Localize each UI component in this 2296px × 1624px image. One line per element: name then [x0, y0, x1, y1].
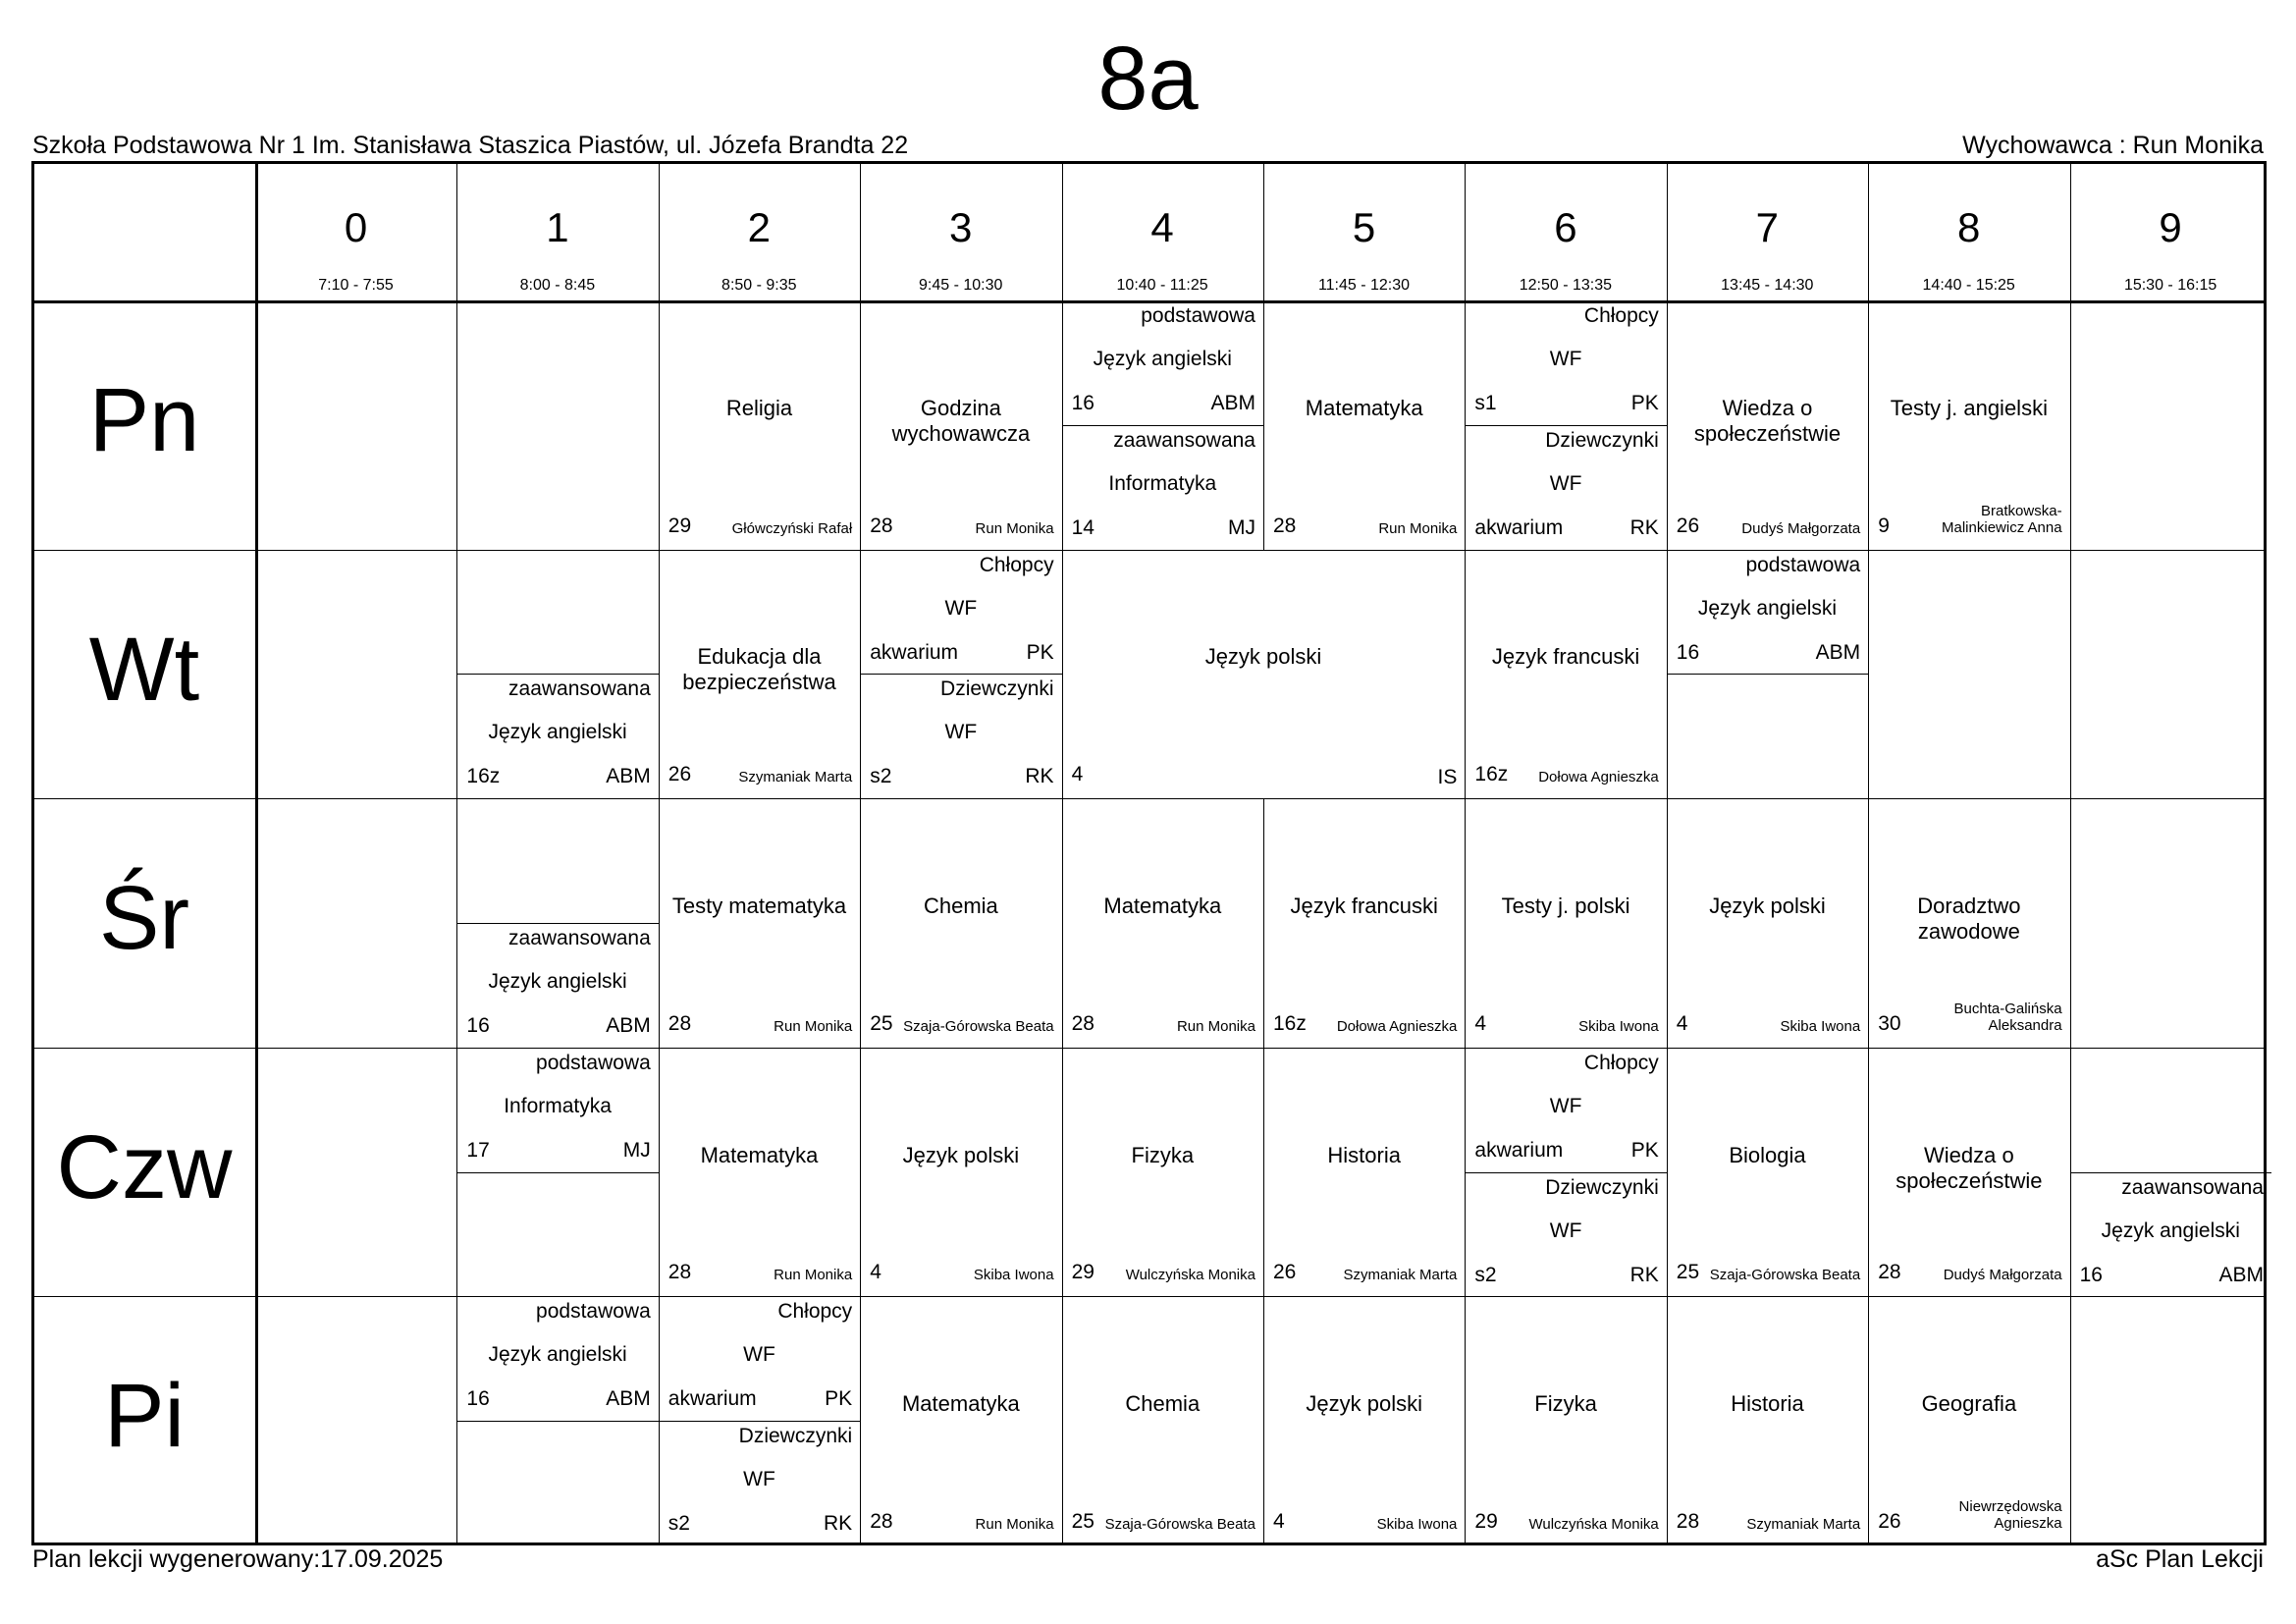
- room: 4: [1676, 1011, 1688, 1035]
- room: 16z: [1474, 763, 1509, 786]
- day-label: Wt: [88, 619, 200, 720]
- group-name: zaawansowana: [508, 677, 651, 701]
- room: 16: [466, 1387, 490, 1411]
- teacher: Wulczyńska Monika: [1528, 1515, 1659, 1533]
- lesson-cell: [1868, 300, 2069, 550]
- school-name: Szkoła Podstawowa Nr 1 Im. Stanisława Staszica Piastów, ul. Józefa Brandta 22: [32, 132, 909, 159]
- group-divider: [2070, 1172, 2271, 1173]
- subject: Język angielski: [1093, 348, 1232, 370]
- group-divider: [1465, 425, 1666, 426]
- teacher: Skiba Iwona: [1780, 1017, 1861, 1035]
- subject: WF: [743, 1468, 775, 1491]
- room: 26: [1273, 1261, 1297, 1284]
- teacher: Skiba Iwona: [1578, 1017, 1659, 1035]
- footer-generated: Plan lekcji wygenerowany:17.09.2025: [32, 1545, 444, 1573]
- room: 25: [870, 1011, 893, 1035]
- subject: Testy j. polski: [1501, 893, 1630, 918]
- teacher: RK: [1025, 765, 1054, 788]
- room: 26: [667, 763, 692, 786]
- teacher: Niewrzędowska Agnieszka: [1958, 1497, 2062, 1532]
- lesson-cell: [456, 550, 658, 799]
- period-number: 4: [1150, 204, 1174, 250]
- teacher: Skiba Iwona: [1376, 1515, 1458, 1533]
- period-divider: [2070, 798, 2071, 1048]
- period-number: 1: [546, 204, 569, 250]
- lesson-cell: [860, 300, 1061, 550]
- subject: Informatyka: [504, 1094, 612, 1117]
- room: s2: [1474, 1263, 1497, 1286]
- teacher: Główczyński Rafał: [731, 519, 853, 537]
- teacher: PK: [1630, 392, 1659, 414]
- group-divider: [860, 674, 1061, 675]
- period-time: 8:00 - 8:45: [519, 277, 596, 294]
- period-divider: [456, 300, 457, 550]
- group-name: podstawowa: [536, 1300, 651, 1324]
- teacher: Dołowa Agnieszka: [1538, 769, 1659, 786]
- teacher: ABM: [1210, 392, 1255, 414]
- subject: Język angielski: [488, 969, 627, 993]
- teacher: Wulczyńska Monika: [1125, 1267, 1255, 1284]
- subject: Język angielski: [488, 1343, 627, 1367]
- subject: Język angielski: [2101, 1218, 2240, 1242]
- period-number: 2: [747, 204, 771, 250]
- period-time: 10:40 - 11:25: [1116, 277, 1208, 294]
- lesson-cell: [1465, 1296, 1666, 1545]
- teacher: PK: [1026, 640, 1054, 664]
- lesson-cell: [1868, 1048, 2069, 1297]
- subject: Chemia: [923, 893, 998, 918]
- room: 28: [870, 514, 893, 537]
- group-name: podstawowa: [1141, 304, 1255, 327]
- group-divider: [456, 1172, 658, 1173]
- teacher: PK: [1630, 1138, 1659, 1162]
- room: s2: [870, 765, 892, 788]
- teacher: Szymaniak Marta: [738, 769, 853, 786]
- teacher: ABM: [1815, 640, 1861, 664]
- group-name: Dziewczynki: [1545, 1175, 1659, 1199]
- room: 29: [1071, 1261, 1095, 1284]
- class-title: 8a: [1097, 28, 1199, 129]
- group-divider: [456, 674, 658, 675]
- teacher: Run Monika: [975, 519, 1054, 537]
- lesson-cell: [860, 1296, 1061, 1545]
- teacher: RK: [1629, 1263, 1659, 1286]
- lesson-cell: [1062, 550, 1466, 799]
- lesson-cell: [456, 1048, 658, 1297]
- period-number: 0: [344, 204, 368, 250]
- period-time: 8:50 - 9:35: [721, 277, 797, 294]
- group-name: zaawansowana: [1113, 428, 1255, 452]
- room: 30: [1878, 1011, 1901, 1035]
- subject: Geografia: [1921, 1391, 2017, 1417]
- period-time: 15:30 - 16:15: [2123, 277, 2217, 294]
- teacher: Bratkowska-Malinkiewicz Anna: [1942, 502, 2062, 536]
- group-name: podstawowa: [1745, 553, 1861, 576]
- day-column-divider: [255, 161, 258, 1545]
- room: 26: [1878, 1509, 1901, 1533]
- subject: Język polski: [1204, 644, 1322, 670]
- subject: Język angielski: [1697, 596, 1838, 620]
- lesson-cell: [1062, 300, 1263, 550]
- subject: Edukacja dla bezpieczeństwa: [682, 644, 836, 695]
- period-time: 14:40 - 15:25: [1922, 277, 2015, 294]
- room: 28: [1878, 1261, 1901, 1284]
- subject: Język francuski: [1491, 644, 1640, 670]
- room: 28: [1273, 514, 1297, 537]
- period-number: 3: [949, 204, 973, 250]
- subject: WF: [743, 1343, 775, 1367]
- subject: Historia: [1731, 1391, 1804, 1417]
- teacher: Buchta-Galińska Aleksandra: [1953, 1000, 2062, 1034]
- period-divider: [1868, 550, 1869, 799]
- teacher: Dołowa Agnieszka: [1336, 1017, 1458, 1035]
- subject: WF: [944, 721, 978, 744]
- lesson-cell: [1263, 798, 1465, 1048]
- period-time: 12:50 - 13:35: [1519, 277, 1613, 294]
- subject: Język angielski: [488, 721, 627, 744]
- subject: Matematyka: [1103, 893, 1222, 918]
- room: 16: [2079, 1263, 2103, 1286]
- room: 28: [667, 1261, 692, 1284]
- lesson-cell: [659, 798, 860, 1048]
- lesson-cell: [1263, 1048, 1465, 1297]
- lesson-cell: [659, 1296, 860, 1545]
- teacher: PK: [825, 1387, 853, 1411]
- lesson-cell: [1667, 798, 1868, 1048]
- lesson-cell: [1465, 798, 1666, 1048]
- period-number: 8: [1957, 204, 1981, 250]
- subject: Matematyka: [901, 1391, 1020, 1417]
- group-name: Chłopcy: [1583, 304, 1659, 327]
- room: 16: [1676, 640, 1700, 664]
- room: 29: [1474, 1509, 1498, 1533]
- lesson-cell: [860, 798, 1061, 1048]
- group-divider: [1062, 425, 1263, 426]
- group-name: Dziewczynki: [1545, 428, 1659, 452]
- teacher: Run Monika: [1378, 519, 1458, 537]
- period-divider: [2070, 300, 2071, 550]
- period-time: 13:45 - 14:30: [1721, 277, 1814, 294]
- room: 26: [1676, 514, 1700, 537]
- subject: Fizyka: [1131, 1142, 1195, 1167]
- subject: Informatyka: [1108, 471, 1217, 495]
- lesson-cell: [659, 550, 860, 799]
- day-label: Pn: [88, 370, 200, 470]
- room: 29: [667, 514, 692, 537]
- group-name: Chłopcy: [1583, 1051, 1659, 1074]
- teacher: Skiba Iwona: [973, 1267, 1054, 1284]
- period-time: 11:45 - 12:30: [1317, 277, 1411, 294]
- subject: Fizyka: [1534, 1391, 1597, 1417]
- day-label: Śr: [99, 868, 189, 969]
- subject: Język francuski: [1290, 893, 1438, 918]
- teacher: Run Monika: [1176, 1017, 1255, 1035]
- room: akwarium: [870, 640, 959, 664]
- lesson-cell: [659, 300, 860, 550]
- teacher: Szymaniak Marta: [1343, 1267, 1458, 1284]
- lesson-cell: [1465, 1048, 1666, 1297]
- lesson-cell: [1465, 300, 1666, 550]
- group-name: zaawansowana: [2121, 1175, 2264, 1199]
- lesson-cell: [1667, 300, 1868, 550]
- room: 16z: [1273, 1011, 1307, 1035]
- group-divider: [659, 1421, 860, 1422]
- group-name: zaawansowana: [508, 926, 651, 949]
- teacher: Run Monika: [975, 1515, 1054, 1533]
- subject: Historia: [1327, 1142, 1401, 1167]
- group-divider: [456, 923, 658, 924]
- day-label: Czw: [56, 1116, 233, 1218]
- teacher: ABM: [606, 1013, 651, 1037]
- day-label: Pi: [104, 1366, 185, 1467]
- lesson-cell: [1868, 798, 2069, 1048]
- teacher: MJ: [622, 1138, 651, 1162]
- teacher: Dudyś Małgorzata: [1943, 1267, 2062, 1284]
- lesson-cell: [456, 1296, 658, 1545]
- group-divider: [456, 1421, 658, 1422]
- group-name: Chłopcy: [979, 553, 1054, 576]
- subject: Religia: [725, 395, 793, 420]
- lesson-cell: [860, 550, 1061, 799]
- room: 9: [1878, 514, 1890, 537]
- subject: Godzina wychowawcza: [891, 395, 1031, 446]
- subject: Wiedza o społeczeństwie: [1896, 1142, 2043, 1193]
- teacher: Run Monika: [774, 1267, 853, 1284]
- room: 4: [870, 1261, 881, 1284]
- teacher: RK: [1629, 515, 1659, 539]
- teacher: RK: [824, 1512, 853, 1536]
- lesson-cell: [1667, 550, 1868, 799]
- lesson-cell: [1667, 1048, 1868, 1297]
- room: 16z: [466, 765, 501, 788]
- group-name: podstawowa: [536, 1051, 651, 1074]
- teacher: Szaja-Górowska Beata: [903, 1017, 1054, 1035]
- lesson-cell: [1062, 1048, 1263, 1297]
- subject: Język polski: [902, 1142, 1020, 1167]
- class-tutor: Wychowawca : Run Monika: [1962, 132, 2264, 159]
- room: 28: [1676, 1509, 1700, 1533]
- group-divider: [1465, 1172, 1666, 1173]
- subject: Testy matematyka: [671, 893, 847, 918]
- lesson-cell: [1263, 1296, 1465, 1545]
- subject: Matematyka: [1305, 395, 1423, 420]
- teacher: Szaja-Górowska Beata: [1709, 1267, 1861, 1284]
- period-number: 6: [1554, 204, 1577, 250]
- room: akwarium: [1474, 1138, 1564, 1162]
- room: 4: [1273, 1509, 1285, 1533]
- room: 4: [1474, 1011, 1487, 1035]
- subject: Język polski: [1709, 893, 1826, 918]
- subject: WF: [1549, 471, 1582, 495]
- subject: WF: [1549, 1218, 1582, 1242]
- room: s2: [667, 1512, 690, 1536]
- teacher: Szaja-Górowska Beata: [1104, 1515, 1255, 1533]
- subject: Język polski: [1306, 1391, 1422, 1417]
- teacher: Run Monika: [774, 1017, 853, 1035]
- period-time: 7:10 - 7:55: [318, 277, 394, 294]
- group-divider: [1667, 674, 1868, 675]
- lesson-cell: [1263, 300, 1465, 550]
- room: 17: [466, 1138, 490, 1162]
- subject: WF: [1549, 1094, 1582, 1117]
- subject: Chemia: [1125, 1391, 1201, 1417]
- lesson-cell: [1868, 1296, 2069, 1545]
- subject: Testy j. angielski: [1890, 395, 2048, 420]
- lesson-cell: [1667, 1296, 1868, 1545]
- room: akwarium: [1474, 515, 1564, 539]
- lesson-cell: [1465, 550, 1666, 799]
- lesson-cell: [2070, 1048, 2271, 1297]
- period-divider: [2070, 550, 2071, 799]
- period-number: 9: [2159, 204, 2182, 250]
- teacher: ABM: [606, 1387, 651, 1411]
- room: 14: [1071, 515, 1095, 539]
- group-name: Chłopcy: [777, 1300, 853, 1324]
- teacher: ABM: [606, 765, 651, 788]
- teacher: IS: [1437, 766, 1458, 789]
- subject: WF: [944, 596, 978, 620]
- group-name: Dziewczynki: [940, 677, 1054, 701]
- footer-app: aSc Plan Lekcji: [2096, 1545, 2264, 1573]
- teacher: MJ: [1227, 515, 1255, 539]
- group-name: Dziewczynki: [738, 1425, 853, 1448]
- period-divider: [2070, 1296, 2071, 1545]
- period-number: 5: [1352, 204, 1376, 250]
- subject: WF: [1549, 348, 1582, 370]
- room: 25: [1676, 1261, 1700, 1284]
- room: 4: [1071, 763, 1084, 786]
- subject: Wiedza o społeczeństwie: [1693, 395, 1842, 446]
- teacher: Dudyś Małgorzata: [1741, 519, 1861, 537]
- period-time: 9:45 - 10:30: [918, 277, 1003, 294]
- lesson-cell: [1062, 1296, 1263, 1545]
- lesson-cell: [860, 1048, 1061, 1297]
- room: 28: [1071, 1011, 1095, 1035]
- room: 16: [466, 1013, 490, 1037]
- subject: Biologia: [1729, 1142, 1806, 1167]
- period-number: 7: [1755, 204, 1779, 250]
- subject: Matematyka: [700, 1142, 819, 1167]
- room: 28: [667, 1011, 692, 1035]
- lesson-cell: [1062, 798, 1263, 1048]
- room: akwarium: [667, 1387, 757, 1411]
- lesson-cell: [456, 798, 658, 1048]
- lesson-cell: [659, 1048, 860, 1297]
- subject: Doradztwo zawodowe: [1917, 893, 2021, 944]
- room: 16: [1071, 392, 1095, 414]
- teacher: ABM: [2218, 1263, 2264, 1286]
- teacher: Szymaniak Marta: [1746, 1515, 1861, 1533]
- room: 25: [1071, 1509, 1095, 1533]
- room: s1: [1474, 392, 1497, 414]
- room: 28: [870, 1509, 893, 1533]
